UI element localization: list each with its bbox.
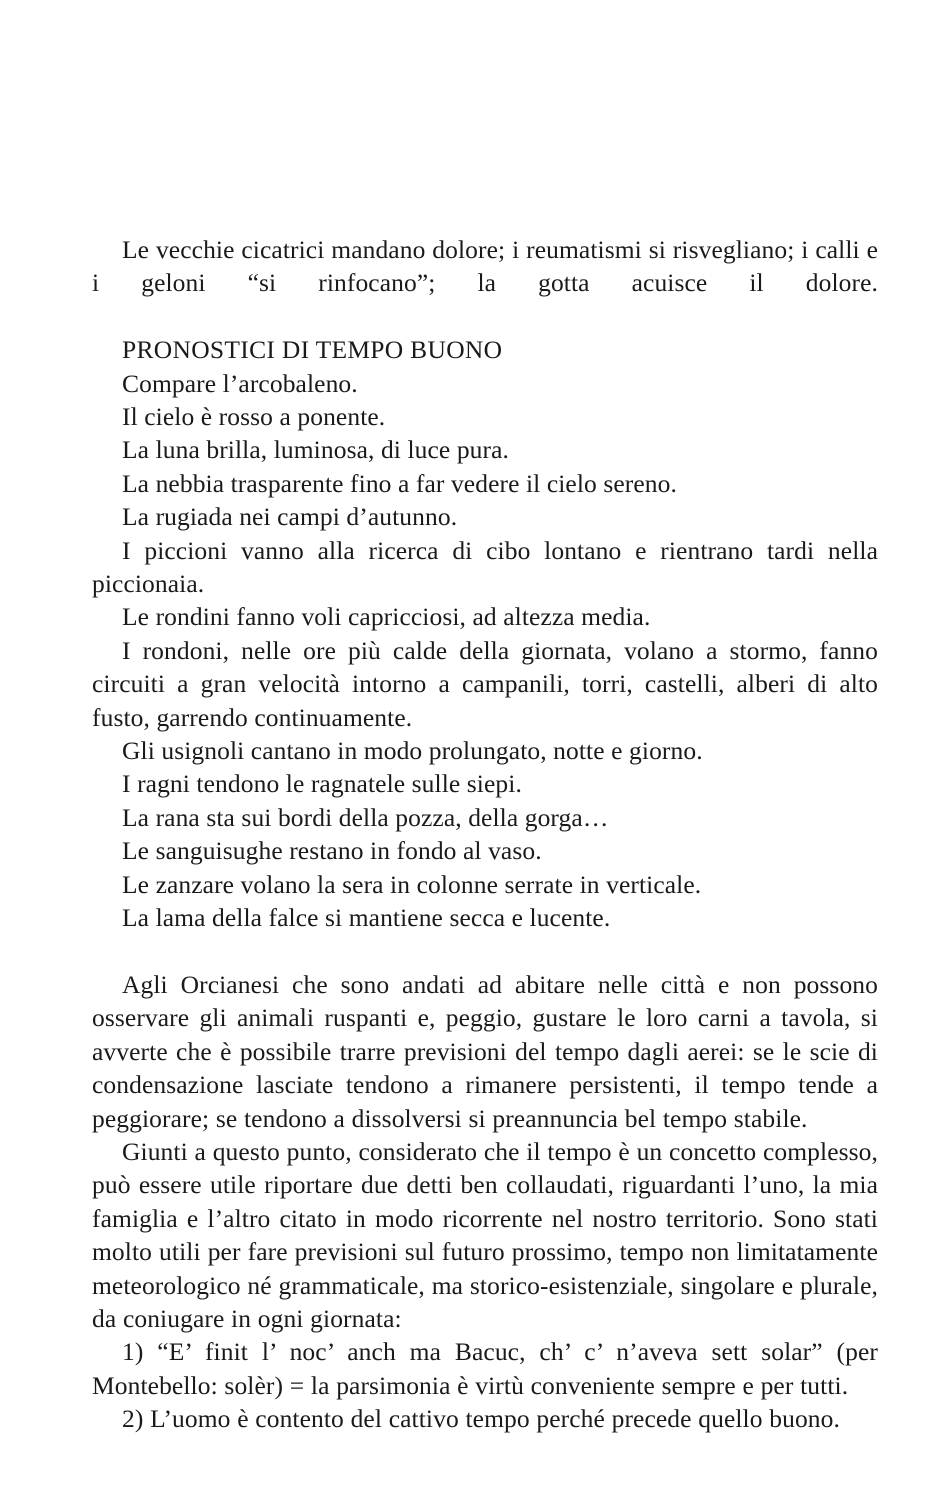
list-item: Le sanguisughe restano in fondo al vaso. [122,836,542,866]
list-item: La lama della falce si mantiene secca e lucente. [122,903,611,933]
intro-paragraph: Le vecchie cicatrici mandano dolore; i reumatismi si risvegliano; i calli e i geloni “si rinfocano”; la gotta acuisce il dolore. [92,235,878,298]
closing-paragraph-detti-intro: Giunti a questo punto, considerato che il tempo è un concetto complesso, può essere utile riportare due detti ben collaudati, riguardanti l’uno, la mia famiglia e l’altro citato in modo ricorrente nel nostro territorio. Sono stati molto utili per fare previsioni sul futuro prossimo, tempo non limitatamente meteorologico né grammaticale, ma storico-esistenziale, singolare e plurale, da coniugare in ogni giornata: [92,1136,878,1333]
spacer-before-heading [92,300,878,333]
list-item: I piccioni vanno alla ricerca di cibo lontano e rientrano tardi nella piccionaia. [92,535,878,599]
list-item: Compare l’arcobaleno. [122,368,358,398]
list-item: La nebbia trasparente fino a far vedere il cielo sereno. [122,468,677,498]
pronostici-list [92,367,878,935]
spacer-before-closing [92,935,878,968]
section-heading: PRONOSTICI DI TEMPO BUONO [122,335,503,365]
list-item: Le rondini fanno voli capricciosi, ad altezza media. [122,602,651,632]
list-item: I rondoni, nelle ore più calde della giornata, volano a stormo, fanno circuiti a gran velocità intorno a campanili, torri, castelli, alberi di alto fusto, garrendo continuamente. [92,635,878,732]
list-item: I ragni tendono le ragnatele sulle siepi. [122,769,522,799]
list-item: Il cielo è rosso a ponente. [122,402,386,432]
list-item: La rugiada nei campi d’autunno. [122,502,458,532]
list-item: La luna brilla, luminosa, di luce pura. [122,435,509,465]
list-item: La rana sta sui bordi della pozza, della gorga… [122,802,609,832]
text-column [92,233,878,1436]
detto-item-1: 1) “E’ finit l’ noc’ anch ma Bacuc, ch’ c’ n’aveva sett solar” (per Montebello: solèr) = la parsimonia è virtù conveniente sempre e per tutti. [92,1337,878,1400]
detto-item-2: 2) L’uomo è contento del cattivo tempo perché precede quello buono. [122,1404,840,1434]
list-item: Le zanzare volano la sera in colonne serrate in verticale. [122,869,702,899]
list-item: Gli usignoli cantano in modo prolungato, notte e giorno. [122,736,703,766]
closing-paragraph-aerei: Agli Orcianesi che sono andati ad abitare nelle città e non possono osservare gli animali ruspanti e, peggio, gustare le loro carni a tavola, si avverte che è possibile trarre previsioni del tempo dagli aerei: se le scie di condensazione lasciate tendono a rimanere persistenti, il tempo tende a peggiorare; se tendono a dissolversi si preannuncia bel tempo stabile. [92,969,878,1133]
